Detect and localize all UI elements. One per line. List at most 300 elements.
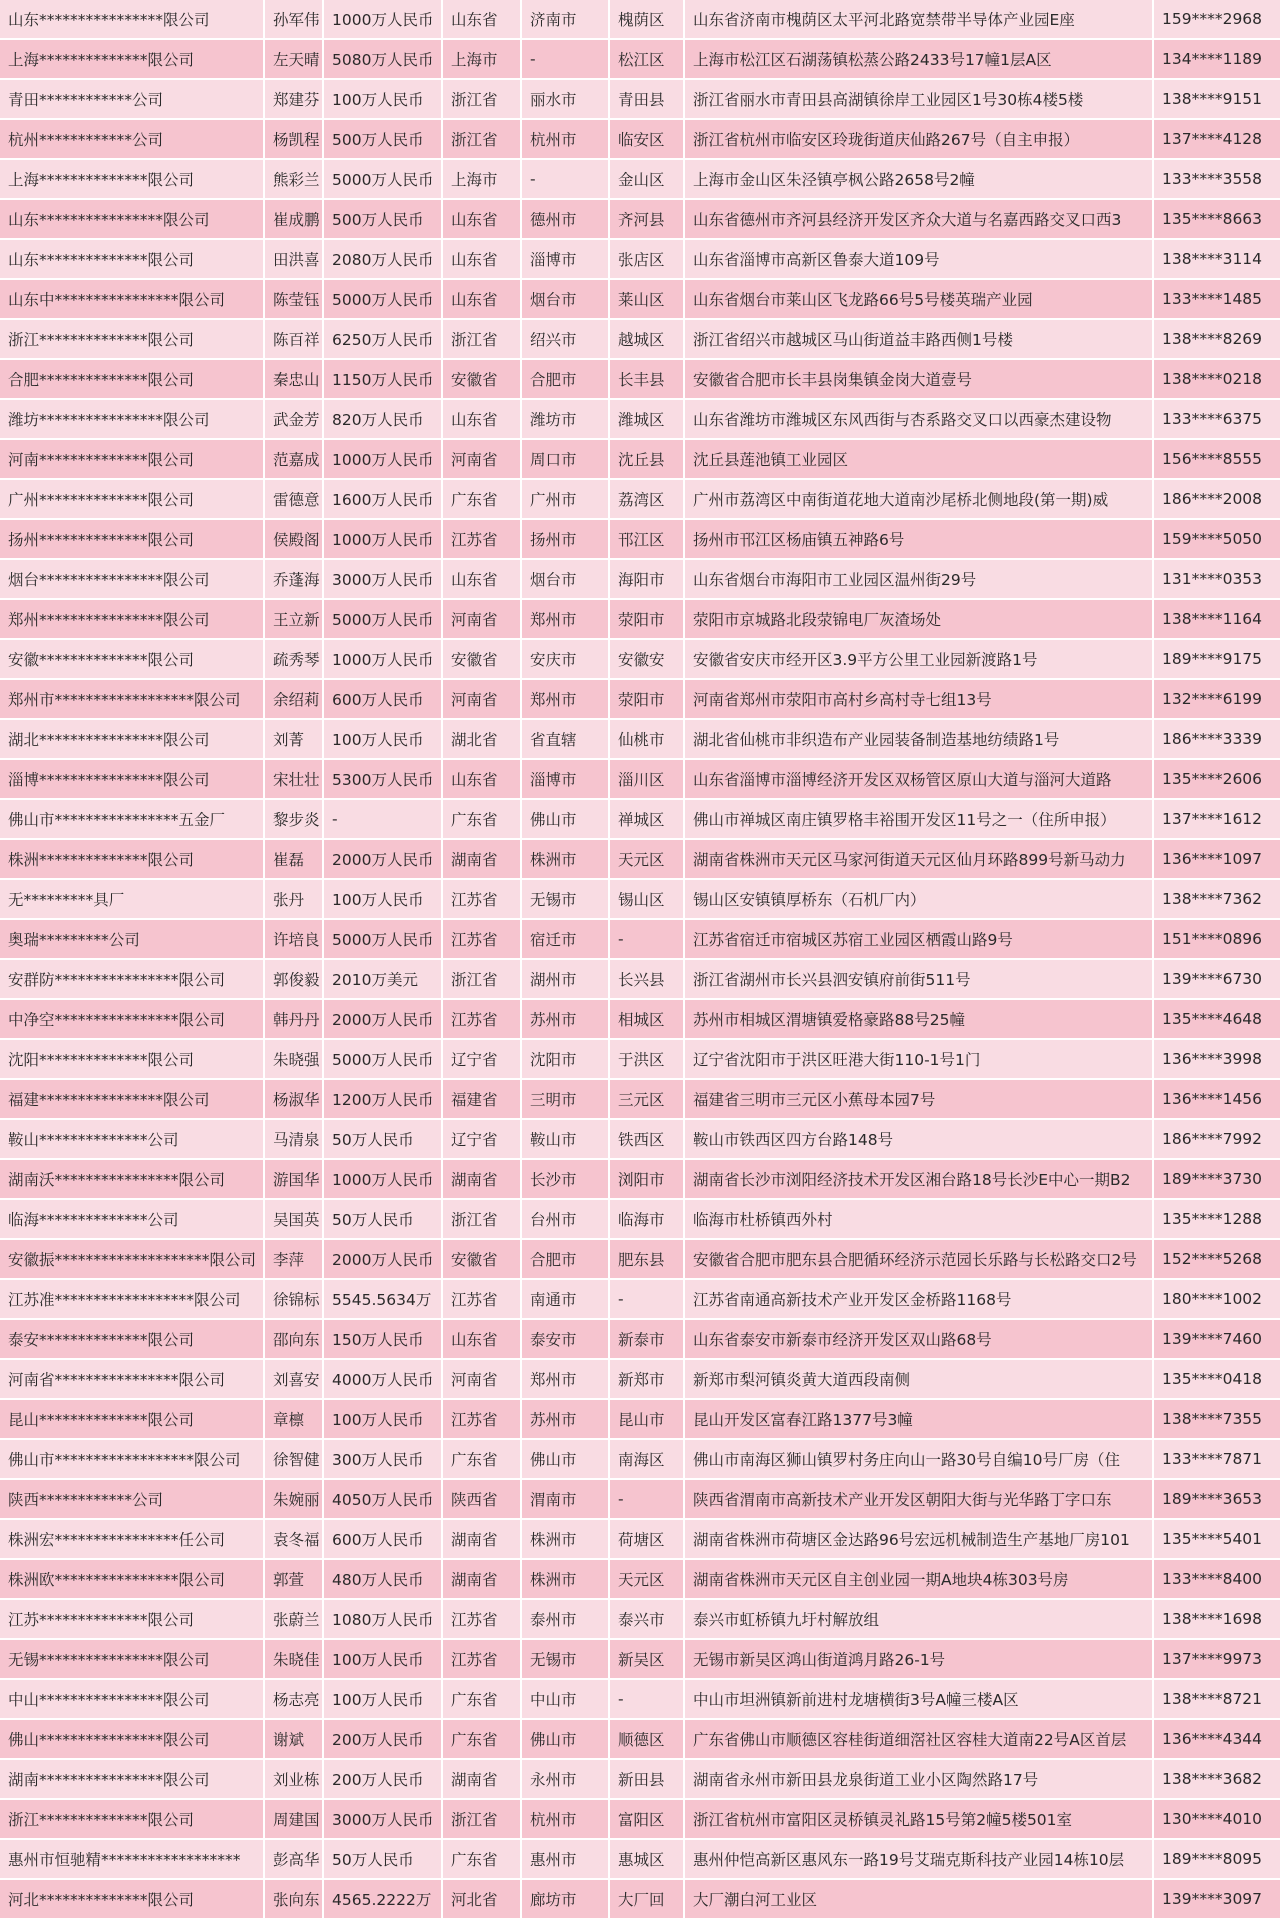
city-cell: 长沙市 — [522, 1160, 610, 1200]
phone-cell: 133****6375 — [1154, 400, 1280, 440]
address-cell: 新郑市梨河镇炎黄大道西段南侧 — [685, 1360, 1154, 1400]
registered-capital-cell: 3000万人民币 — [324, 1800, 443, 1840]
table-row — [0, 560, 1280, 600]
province-cell: 山东省 — [443, 200, 522, 240]
company-name-cell: 湖南****************限公司 — [0, 1760, 265, 1800]
province-cell: 江苏省 — [443, 1400, 522, 1440]
company-name-cell: 鞍山**************公司 — [0, 1120, 265, 1160]
province-cell: 湖南省 — [443, 1520, 522, 1560]
district-cell: 新田县 — [610, 1760, 685, 1800]
company-name-cell: 安徽**************限公司 — [0, 640, 265, 680]
city-cell: 无锡市 — [522, 880, 610, 920]
registered-capital-cell: 1000万人民币 — [324, 1160, 443, 1200]
legal-rep-cell: 邵向东 — [265, 1320, 324, 1360]
registered-capital-cell: 4050万人民币 — [324, 1480, 443, 1520]
address-cell: 湖南省株洲市荷塘区金达路96号宏远机械制造生产基地厂房101 — [685, 1520, 1154, 1560]
registered-capital-cell: 200万人民币 — [324, 1760, 443, 1800]
legal-rep-cell: 疏秀琴 — [265, 640, 324, 680]
city-cell: 合肥市 — [522, 1240, 610, 1280]
legal-rep-cell: 张蔚兰 — [265, 1600, 324, 1640]
city-cell: 潍坊市 — [522, 400, 610, 440]
registered-capital-cell: 100万人民币 — [324, 720, 443, 760]
table-row — [0, 1720, 1280, 1760]
legal-rep-cell: 雷德意 — [265, 480, 324, 520]
district-cell: 临海市 — [610, 1200, 685, 1240]
phone-cell: 135****8663 — [1154, 200, 1280, 240]
district-cell: 肥东县 — [610, 1240, 685, 1280]
phone-cell: 130****4010 — [1154, 1800, 1280, 1840]
city-cell: 无锡市 — [522, 1640, 610, 1680]
address-cell: 中山市坦洲镇新前进村龙塘横街3号A幢三楼A区 — [685, 1680, 1154, 1720]
district-cell: 禅城区 — [610, 800, 685, 840]
legal-rep-cell: 周建国 — [265, 1800, 324, 1840]
district-cell: 张店区 — [610, 240, 685, 280]
legal-rep-cell: 朱晓强 — [265, 1040, 324, 1080]
province-cell: 山东省 — [443, 560, 522, 600]
registered-capital-cell: 100万人民币 — [324, 880, 443, 920]
legal-rep-cell: 郑建芬 — [265, 80, 324, 120]
registered-capital-cell: 4565.2222万 — [324, 1880, 443, 1920]
phone-cell: 137****4128 — [1154, 120, 1280, 160]
district-cell: 天元区 — [610, 1560, 685, 1600]
address-cell: 安徽省安庆市经开区3.9平方公里工业园新渡路1号 — [685, 640, 1154, 680]
registered-capital-cell: 1000万人民币 — [324, 520, 443, 560]
company-name-cell: 潍坊****************限公司 — [0, 400, 265, 440]
registered-capital-cell: 600万人民币 — [324, 1520, 443, 1560]
registered-capital-cell: 1080万人民币 — [324, 1600, 443, 1640]
district-cell: 顺德区 — [610, 1720, 685, 1760]
address-cell: 江苏省南通高新技术产业开发区金桥路1168号 — [685, 1280, 1154, 1320]
phone-cell: 138****8269 — [1154, 320, 1280, 360]
district-cell: 荥阳市 — [610, 600, 685, 640]
district-cell: 越城区 — [610, 320, 685, 360]
legal-rep-cell: 郭俊毅 — [265, 960, 324, 1000]
legal-rep-cell: 田洪喜 — [265, 240, 324, 280]
city-cell: 永州市 — [522, 1760, 610, 1800]
district-cell: 青田县 — [610, 80, 685, 120]
phone-cell: 136****1456 — [1154, 1080, 1280, 1120]
address-cell: 山东省泰安市新泰市经济开发区双山路68号 — [685, 1320, 1154, 1360]
phone-cell: 135****4648 — [1154, 1000, 1280, 1040]
district-cell: - — [610, 920, 685, 960]
registered-capital-cell: 500万人民币 — [324, 200, 443, 240]
city-cell: 杭州市 — [522, 120, 610, 160]
table-row — [0, 360, 1280, 400]
address-cell: 辽宁省沈阳市于洪区旺港大街110-1号1门 — [685, 1040, 1154, 1080]
table-row — [0, 1560, 1280, 1600]
table-row — [0, 1240, 1280, 1280]
registered-capital-cell: 5000万人民币 — [324, 1040, 443, 1080]
legal-rep-cell: 左天晴 — [265, 40, 324, 80]
district-cell: 莱山区 — [610, 280, 685, 320]
company-name-cell: 浙江**************限公司 — [0, 1800, 265, 1840]
province-cell: 广东省 — [443, 1840, 522, 1880]
district-cell: 长丰县 — [610, 360, 685, 400]
table-row — [0, 1200, 1280, 1240]
legal-rep-cell: 武金芳 — [265, 400, 324, 440]
legal-rep-cell: 余绍莉 — [265, 680, 324, 720]
company-name-cell: 株洲**************限公司 — [0, 840, 265, 880]
district-cell: - — [610, 1280, 685, 1320]
district-cell: 临安区 — [610, 120, 685, 160]
phone-cell: 138****3114 — [1154, 240, 1280, 280]
registered-capital-cell: 2000万人民币 — [324, 840, 443, 880]
city-cell: 南通市 — [522, 1280, 610, 1320]
phone-cell: 137****1612 — [1154, 800, 1280, 840]
table-row — [0, 1360, 1280, 1400]
table-row — [0, 400, 1280, 440]
legal-rep-cell: 侯殿阁 — [265, 520, 324, 560]
registered-capital-cell: 5545.5634万 — [324, 1280, 443, 1320]
province-cell: 江苏省 — [443, 1000, 522, 1040]
table-row — [0, 0, 1280, 40]
address-cell: 安徽省合肥市长丰县岗集镇金岗大道壹号 — [685, 360, 1154, 400]
address-cell: 佛山市南海区狮山镇罗村务庄向山一路30号自编10号厂房（住 — [685, 1440, 1154, 1480]
company-name-cell: 昆山**************限公司 — [0, 1400, 265, 1440]
district-cell: 惠城区 — [610, 1840, 685, 1880]
company-name-cell: 烟台****************限公司 — [0, 560, 265, 600]
registered-capital-cell: 2000万人民币 — [324, 1000, 443, 1040]
registered-capital-cell: 4000万人民币 — [324, 1360, 443, 1400]
legal-rep-cell: 章檩 — [265, 1400, 324, 1440]
phone-cell: 138****0218 — [1154, 360, 1280, 400]
city-cell: 泰安市 — [522, 1320, 610, 1360]
registered-capital-cell: 1150万人民币 — [324, 360, 443, 400]
address-cell: 昆山开发区富春江路1377号3幢 — [685, 1400, 1154, 1440]
district-cell: 荷塘区 — [610, 1520, 685, 1560]
city-cell: 宿迁市 — [522, 920, 610, 960]
legal-rep-cell: 马清泉 — [265, 1120, 324, 1160]
district-cell: 三元区 — [610, 1080, 685, 1120]
province-cell: 陕西省 — [443, 1480, 522, 1520]
phone-cell: 189****9175 — [1154, 640, 1280, 680]
table-row — [0, 1440, 1280, 1480]
phone-cell: 136****4344 — [1154, 1720, 1280, 1760]
phone-cell: 138****1164 — [1154, 600, 1280, 640]
table-row — [0, 920, 1280, 960]
company-name-cell: 中净空****************限公司 — [0, 1000, 265, 1040]
phone-cell: 159****5050 — [1154, 520, 1280, 560]
city-cell: 惠州市 — [522, 1840, 610, 1880]
legal-rep-cell: 崔磊 — [265, 840, 324, 880]
registered-capital-cell: 5000万人民币 — [324, 160, 443, 200]
city-cell: 扬州市 — [522, 520, 610, 560]
province-cell: 河南省 — [443, 1360, 522, 1400]
district-cell: 松江区 — [610, 40, 685, 80]
registered-capital-cell: 6250万人民币 — [324, 320, 443, 360]
table-row — [0, 1760, 1280, 1800]
table-row — [0, 160, 1280, 200]
province-cell: 河北省 — [443, 1880, 522, 1920]
legal-rep-cell: 吴国英 — [265, 1200, 324, 1240]
province-cell: 湖南省 — [443, 1160, 522, 1200]
phone-cell: 138****1698 — [1154, 1600, 1280, 1640]
table-row — [0, 1320, 1280, 1360]
phone-cell: 152****5268 — [1154, 1240, 1280, 1280]
company-name-cell: 山东中****************限公司 — [0, 280, 265, 320]
district-cell: - — [610, 1680, 685, 1720]
registered-capital-cell: 1000万人民币 — [324, 440, 443, 480]
district-cell: 金山区 — [610, 160, 685, 200]
province-cell: 上海市 — [443, 160, 522, 200]
table-row — [0, 680, 1280, 720]
city-cell: 淄博市 — [522, 240, 610, 280]
company-name-cell: 株洲宏****************任公司 — [0, 1520, 265, 1560]
company-name-cell: 无锡****************限公司 — [0, 1640, 265, 1680]
company-name-cell: 佛山****************限公司 — [0, 1720, 265, 1760]
district-cell: 仙桃市 — [610, 720, 685, 760]
registered-capital-cell: 1000万人民币 — [324, 0, 443, 40]
company-name-cell: 惠州市恒驰精****************** — [0, 1840, 265, 1880]
company-name-cell: 江苏**************限公司 — [0, 1600, 265, 1640]
phone-cell: 132****6199 — [1154, 680, 1280, 720]
district-cell: 潍城区 — [610, 400, 685, 440]
company-name-cell: 广州**************限公司 — [0, 480, 265, 520]
address-cell: 沈丘县莲池镇工业园区 — [685, 440, 1154, 480]
legal-rep-cell: 刘喜安 — [265, 1360, 324, 1400]
registered-capital-cell: 3000万人民币 — [324, 560, 443, 600]
province-cell: 江苏省 — [443, 520, 522, 560]
address-cell: 山东省济南市槐荫区太平河北路宽禁带半导体产业园E座 — [685, 0, 1154, 40]
company-name-cell: 郑州市******************限公司 — [0, 680, 265, 720]
phone-cell: 138****8721 — [1154, 1680, 1280, 1720]
address-cell: 湖北省仙桃市非织造布产业园装备制造基地纺绩路1号 — [685, 720, 1154, 760]
company-name-cell: 泰安**************限公司 — [0, 1320, 265, 1360]
city-cell: 株洲市 — [522, 1560, 610, 1600]
legal-rep-cell: 崔成鹏 — [265, 200, 324, 240]
legal-rep-cell: 韩丹丹 — [265, 1000, 324, 1040]
company-name-cell: 中山****************限公司 — [0, 1680, 265, 1720]
address-cell: 浙江省丽水市青田县高湖镇徐岸工业园区1号30栋4楼5楼 — [685, 80, 1154, 120]
city-cell: 郑州市 — [522, 600, 610, 640]
table-row — [0, 960, 1280, 1000]
province-cell: 辽宁省 — [443, 1040, 522, 1080]
table-row — [0, 1000, 1280, 1040]
province-cell: 江苏省 — [443, 1640, 522, 1680]
legal-rep-cell: 刘业栋 — [265, 1760, 324, 1800]
table-row — [0, 200, 1280, 240]
table-row — [0, 1480, 1280, 1520]
legal-rep-cell: 陈百祥 — [265, 320, 324, 360]
company-name-cell: 上海**************限公司 — [0, 40, 265, 80]
province-cell: 湖南省 — [443, 840, 522, 880]
table-row — [0, 280, 1280, 320]
company-name-cell: 安徽振********************限公司 — [0, 1240, 265, 1280]
table-row — [0, 800, 1280, 840]
phone-cell: 135****0418 — [1154, 1360, 1280, 1400]
company-name-cell: 杭州************公司 — [0, 120, 265, 160]
legal-rep-cell: 黎步炎 — [265, 800, 324, 840]
district-cell: 荔湾区 — [610, 480, 685, 520]
district-cell: 天元区 — [610, 840, 685, 880]
legal-rep-cell: 张丹 — [265, 880, 324, 920]
district-cell: 新吴区 — [610, 1640, 685, 1680]
legal-rep-cell: 徐锦标 — [265, 1280, 324, 1320]
address-cell: 泰兴市虹桥镇九圩村解放组 — [685, 1600, 1154, 1640]
city-cell: 广州市 — [522, 480, 610, 520]
city-cell: 淄博市 — [522, 760, 610, 800]
city-cell: 沈阳市 — [522, 1040, 610, 1080]
city-cell: 株洲市 — [522, 1520, 610, 1560]
table-row — [0, 320, 1280, 360]
district-cell: 浏阳市 — [610, 1160, 685, 1200]
district-cell: 于洪区 — [610, 1040, 685, 1080]
province-cell: 广东省 — [443, 800, 522, 840]
registered-capital-cell: 820万人民币 — [324, 400, 443, 440]
province-cell: 安徽省 — [443, 360, 522, 400]
company-name-cell: 陕西************公司 — [0, 1480, 265, 1520]
table-row — [0, 120, 1280, 160]
table-row — [0, 1840, 1280, 1880]
province-cell: 广东省 — [443, 1720, 522, 1760]
address-cell: 临海市杜桥镇西外村 — [685, 1200, 1154, 1240]
legal-rep-cell: 张向东 — [265, 1880, 324, 1920]
city-cell: 台州市 — [522, 1200, 610, 1240]
address-cell: 鞍山市铁西区四方台路148号 — [685, 1120, 1154, 1160]
legal-rep-cell: 许培良 — [265, 920, 324, 960]
address-cell: 江苏省宿迁市宿城区苏宿工业园区栖霞山路9号 — [685, 920, 1154, 960]
district-cell: 淄川区 — [610, 760, 685, 800]
registered-capital-cell: 200万人民币 — [324, 1720, 443, 1760]
legal-rep-cell: 秦忠山 — [265, 360, 324, 400]
province-cell: 湖南省 — [443, 1760, 522, 1800]
company-name-cell: 浙江**************限公司 — [0, 320, 265, 360]
table-row — [0, 1280, 1280, 1320]
phone-cell: 159****2968 — [1154, 0, 1280, 40]
legal-rep-cell: 范嘉成 — [265, 440, 324, 480]
province-cell: 安徽省 — [443, 640, 522, 680]
company-name-cell: 淄博****************限公司 — [0, 760, 265, 800]
address-cell: 山东省潍坊市潍城区东风西街与杏系路交叉口以西豪杰建设物 — [685, 400, 1154, 440]
legal-rep-cell: 徐智健 — [265, 1440, 324, 1480]
registered-capital-cell: 2000万人民币 — [324, 1240, 443, 1280]
registered-capital-cell: 5300万人民币 — [324, 760, 443, 800]
table-row — [0, 880, 1280, 920]
phone-cell: 136****1097 — [1154, 840, 1280, 880]
legal-rep-cell: 杨凯程 — [265, 120, 324, 160]
phone-cell: 186****2008 — [1154, 480, 1280, 520]
city-cell: 廊坊市 — [522, 1880, 610, 1920]
table-row — [0, 640, 1280, 680]
legal-rep-cell: 李萍 — [265, 1240, 324, 1280]
district-cell: 铁西区 — [610, 1120, 685, 1160]
address-cell: 广东省佛山市顺德区容桂街道细滘社区容桂大道南22号A区首层 — [685, 1720, 1154, 1760]
address-cell: 浙江省绍兴市越城区马山街道益丰路西侧1号楼 — [685, 320, 1154, 360]
district-cell: 新郑市 — [610, 1360, 685, 1400]
legal-rep-cell: 宋壮壮 — [265, 760, 324, 800]
city-cell: 安庆市 — [522, 640, 610, 680]
province-cell: 浙江省 — [443, 80, 522, 120]
city-cell: 苏州市 — [522, 1400, 610, 1440]
city-cell: 泰州市 — [522, 1600, 610, 1640]
legal-rep-cell: 孙军伟 — [265, 0, 324, 40]
address-cell: 河南省郑州市荥阳市高村乡高村寺七组13号 — [685, 680, 1154, 720]
company-name-cell: 湖北****************限公司 — [0, 720, 265, 760]
city-cell: - — [522, 40, 610, 80]
phone-cell: 156****8555 — [1154, 440, 1280, 480]
address-cell: 锡山区安镇镇厚桥东（石机厂内） — [685, 880, 1154, 920]
city-cell: 郑州市 — [522, 680, 610, 720]
company-name-cell: 无*********具厂 — [0, 880, 265, 920]
province-cell: 浙江省 — [443, 1200, 522, 1240]
district-cell: 南海区 — [610, 1440, 685, 1480]
registered-capital-cell: 5000万人民币 — [324, 920, 443, 960]
legal-rep-cell: 陈莹钰 — [265, 280, 324, 320]
phone-cell: 137****9973 — [1154, 1640, 1280, 1680]
registered-capital-cell: 500万人民币 — [324, 120, 443, 160]
registered-capital-cell: 150万人民币 — [324, 1320, 443, 1360]
city-cell: 合肥市 — [522, 360, 610, 400]
registered-capital-cell: 1600万人民币 — [324, 480, 443, 520]
phone-cell: 134****1189 — [1154, 40, 1280, 80]
address-cell: 扬州市邗江区杨庙镇五神路6号 — [685, 520, 1154, 560]
table-row — [0, 80, 1280, 120]
phone-cell: 136****3998 — [1154, 1040, 1280, 1080]
address-cell: 湖南省永州市新田县龙泉街道工业小区陶然路17号 — [685, 1760, 1154, 1800]
legal-rep-cell: 朱婉丽 — [265, 1480, 324, 1520]
table-row — [0, 240, 1280, 280]
phone-cell: 189****3730 — [1154, 1160, 1280, 1200]
province-cell: 湖南省 — [443, 1560, 522, 1600]
registered-capital-cell: 2080万人民币 — [324, 240, 443, 280]
company-name-cell: 奥瑞*********公司 — [0, 920, 265, 960]
district-cell: 邗江区 — [610, 520, 685, 560]
city-cell: 中山市 — [522, 1680, 610, 1720]
table-row — [0, 1600, 1280, 1640]
phone-cell: 135****1288 — [1154, 1200, 1280, 1240]
table-row — [0, 1160, 1280, 1200]
registered-capital-cell: 50万人民币 — [324, 1120, 443, 1160]
address-cell: 山东省烟台市莱山区飞龙路66号5号楼英瑞产业园 — [685, 280, 1154, 320]
table-row — [0, 760, 1280, 800]
registered-capital-cell: 2010万美元 — [324, 960, 443, 1000]
district-cell: 大厂回 — [610, 1880, 685, 1920]
legal-rep-cell: 朱晓佳 — [265, 1640, 324, 1680]
registered-capital-cell: 50万人民币 — [324, 1840, 443, 1880]
company-name-cell: 福建****************限公司 — [0, 1080, 265, 1120]
phone-cell: 151****0896 — [1154, 920, 1280, 960]
province-cell: 江苏省 — [443, 1600, 522, 1640]
city-cell: 株洲市 — [522, 840, 610, 880]
table-row — [0, 1120, 1280, 1160]
phone-cell: 131****0353 — [1154, 560, 1280, 600]
table-row — [0, 600, 1280, 640]
city-cell: 三明市 — [522, 1080, 610, 1120]
registered-capital-cell: 5000万人民币 — [324, 600, 443, 640]
city-cell: 渭南市 — [522, 1480, 610, 1520]
city-cell: 佛山市 — [522, 1440, 610, 1480]
address-cell: 湖南省株洲市天元区自主创业园一期A地块4栋303号房 — [685, 1560, 1154, 1600]
province-cell: 浙江省 — [443, 120, 522, 160]
phone-cell: 139****6730 — [1154, 960, 1280, 1000]
district-cell: 荥阳市 — [610, 680, 685, 720]
address-cell: 浙江省杭州市富阳区灵桥镇灵礼路15号第2幢5楼501室 — [685, 1800, 1154, 1840]
province-cell: 福建省 — [443, 1080, 522, 1120]
table-row — [0, 1080, 1280, 1120]
province-cell: 湖北省 — [443, 720, 522, 760]
company-name-cell: 临海**************公司 — [0, 1200, 265, 1240]
city-cell: 杭州市 — [522, 1800, 610, 1840]
address-cell: 山东省淄博市淄博经济开发区双杨管区原山大道与淄河大道路 — [685, 760, 1154, 800]
city-cell: 省直辖 — [522, 720, 610, 760]
company-name-cell: 佛山市******************限公司 — [0, 1440, 265, 1480]
district-cell: 槐荫区 — [610, 0, 685, 40]
address-cell: 无锡市新吴区鸿山街道鸿月路26-1号 — [685, 1640, 1154, 1680]
address-cell: 荥阳市京城路北段荥锦电厂灰渣场处 — [685, 600, 1154, 640]
address-cell: 上海市松江区石湖荡镇松蒸公路2433号17幢1层A区 — [685, 40, 1154, 80]
phone-cell: 139****7460 — [1154, 1320, 1280, 1360]
province-cell: 河南省 — [443, 680, 522, 720]
